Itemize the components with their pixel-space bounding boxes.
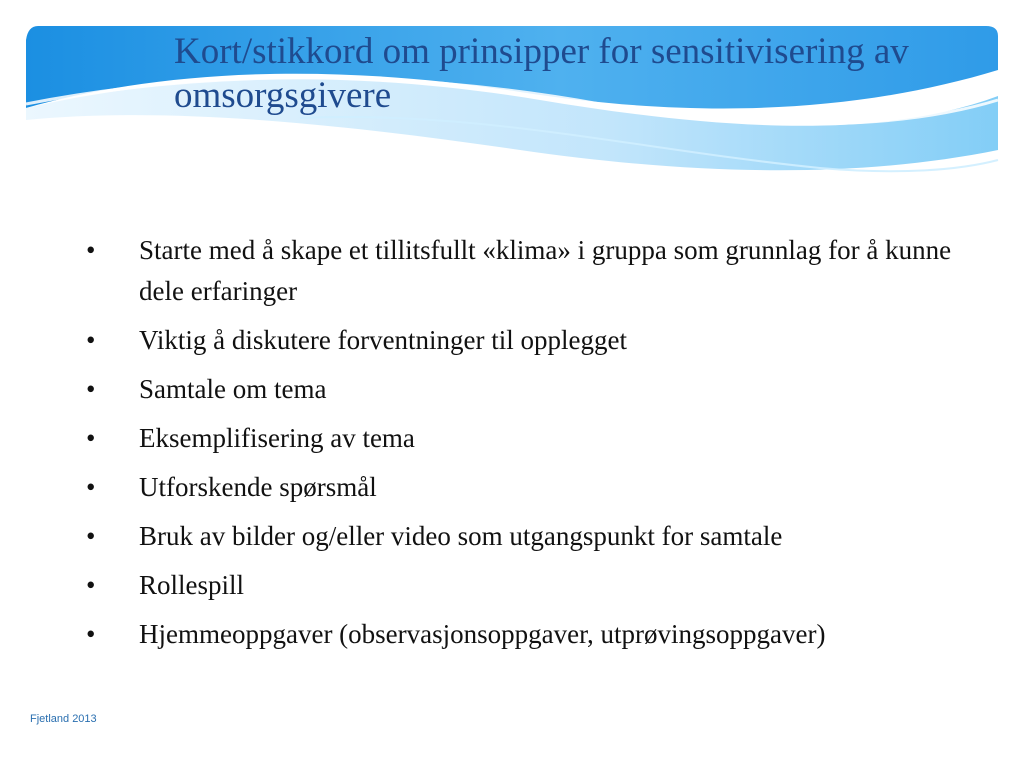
list-item: [86, 230, 986, 312]
list-item: [86, 418, 986, 459]
list-item: [86, 467, 986, 508]
bullet-icon: •: [86, 472, 96, 502]
list-item: [86, 320, 986, 361]
list-item-text: Viktig å diskutere forventninger til opplegget: [139, 325, 628, 355]
list-item-text: Hjemmeoppgaver (observasjonsoppgaver, utprøvingsoppgaver): [139, 619, 826, 649]
list-item-text: Rollespill: [139, 570, 245, 600]
bullet-icon: •: [86, 374, 96, 404]
bullet-icon: •: [86, 423, 96, 453]
list-item: [86, 369, 986, 410]
bullet-icon: •: [86, 235, 96, 265]
list-item-text: Eksemplifisering av tema: [139, 423, 415, 453]
list-item-text: Bruk av bilder og/eller video som utgangspunkt for samtale: [139, 521, 783, 551]
list-item-text: Samtale om tema: [139, 374, 327, 404]
bullet-icon: •: [86, 325, 96, 355]
bullet-list: [86, 230, 986, 663]
list-item: [86, 516, 986, 557]
bullet-icon: •: [86, 570, 96, 600]
bullet-icon: •: [86, 619, 96, 649]
list-item: [86, 565, 986, 606]
slide-title: Kort/stikkord om prinsipper for sensitivisering av omsorgsgivere: [174, 31, 909, 116]
list-item: [86, 614, 986, 655]
list-item-text: Starte med å skape et tillitsfullt «klima» i gruppa som grunnlag for å kunne dele erfaringer: [139, 235, 952, 306]
footer-text: Fjetland 2013: [30, 713, 97, 725]
list-item-text: Utforskende spørsmål: [139, 472, 377, 502]
bullet-icon: •: [86, 521, 96, 551]
